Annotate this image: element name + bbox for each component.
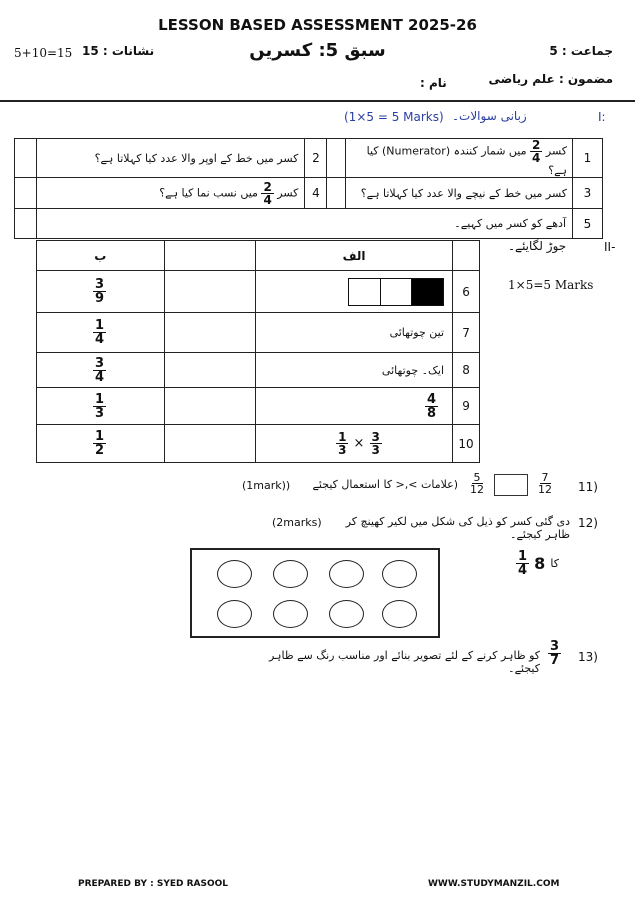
- marks-label: نشانات : 15: [82, 44, 155, 58]
- cell-empty: [15, 178, 37, 209]
- q11-fraction-left: $\frac{5}{12}$: [470, 471, 484, 496]
- question-1-number: 1: [573, 139, 603, 178]
- q11-answer-box[interactable]: [494, 474, 528, 496]
- match-number-7: 7: [453, 313, 480, 353]
- question-12-number: 12): [578, 516, 598, 530]
- question-4-number: 4: [305, 178, 327, 209]
- match-b-10: $\frac{1}{2}$: [37, 425, 165, 463]
- student-name-field[interactable]: نام :: [420, 76, 447, 90]
- match-b-9: $\frac{1}{3}$: [37, 388, 165, 425]
- question-13-number: 13): [578, 650, 598, 664]
- q12-oval[interactable]: [382, 560, 417, 588]
- cell-empty: [327, 178, 346, 209]
- q13-fraction: $\frac{3}{7}$: [550, 639, 560, 668]
- column-alif-header: الف: [256, 241, 453, 271]
- question-1-text: [346, 139, 573, 178]
- question-4-text: [36, 178, 304, 209]
- match-number-8: 8: [453, 353, 480, 388]
- match-b-6: $\frac{3}{9}$: [37, 271, 165, 313]
- question-12-text: دی گئی کسر کو ذیل کی شکل میں لکیر کھینچ کر ظاہر کیجئے۔: [345, 515, 570, 541]
- q12-oval[interactable]: [273, 560, 308, 588]
- question-1-pre: کسر: [545, 144, 567, 158]
- q12-ka: کا: [550, 557, 559, 570]
- question-4-pre: کسر: [277, 186, 299, 199]
- q12-oval[interactable]: [217, 560, 252, 588]
- question-4-post: میں نسب نما کیا ہے؟: [159, 186, 258, 199]
- footer-prepared-by: PREPARED BY : SYED RASOOL: [78, 879, 229, 889]
- section2-marks: 1×5=5 Marks: [508, 278, 594, 292]
- cell-empty: [164, 271, 255, 313]
- cell-empty: [164, 241, 255, 271]
- section1-marks: (1×5 = 5 Marks): [344, 110, 444, 124]
- q12-oval[interactable]: [382, 600, 417, 628]
- match-table: [36, 240, 480, 463]
- cell-empty: [15, 139, 37, 178]
- section2-roman: II-: [604, 240, 616, 254]
- question-11-number: 11): [578, 480, 598, 494]
- section2-heading: جوڑ لگایئے۔: [508, 239, 567, 253]
- cell-empty: [327, 139, 346, 178]
- marks-breakdown: 5+10=15: [14, 46, 73, 60]
- bar-segment-empty: [349, 279, 381, 305]
- section1-roman: I:: [598, 110, 606, 124]
- header-rule: [0, 100, 635, 102]
- q11-instruction: (علامات >,< کا استعمال کیجئے: [312, 478, 458, 491]
- q12-whole: 8: [534, 554, 546, 573]
- section1-heading: زبانی سوالات۔: [452, 109, 527, 123]
- question-2-text: کسر میں خط کے اوپر والا عدد کیا کہلاتا ہے؟: [36, 139, 304, 178]
- cell-empty: [164, 353, 255, 388]
- q12-oval[interactable]: [329, 560, 364, 588]
- question-5-number: 5: [573, 209, 603, 239]
- question-12-marks: (2marks): [272, 516, 322, 529]
- lesson-title: سبق 5: کسریں: [249, 40, 386, 61]
- question-3-number: 3: [573, 178, 603, 209]
- times-sign: ×: [353, 436, 365, 451]
- cell-empty: [164, 388, 255, 425]
- q12-oval[interactable]: [329, 600, 364, 628]
- class-label: جماعت : 5: [549, 44, 613, 58]
- match-alif-9: $\frac{4}{8}$: [256, 388, 453, 425]
- match-number-6: 6: [453, 271, 480, 313]
- match-alif-10: $\frac{1}{3}$ × $\frac{3}{3}$: [256, 425, 453, 463]
- match-alif-8: ایک۔ چوتھائی: [256, 353, 453, 388]
- q12-expression: $\frac{1}{4}$ کا 8: [518, 549, 559, 578]
- bar-segment-empty: [381, 279, 413, 305]
- q12-oval[interactable]: [217, 600, 252, 628]
- q12-shape-box: [190, 548, 440, 638]
- match-b-7: $\frac{1}{4}$: [37, 313, 165, 353]
- match-number-9: 9: [453, 388, 480, 425]
- question-3-text: کسر میں خط کے نیچے والا عدد کیا کہلاتا ہے؟: [346, 178, 573, 209]
- cell-empty: [164, 425, 255, 463]
- assessment-title: LESSON BASED ASSESSMENT 2025-26: [158, 16, 477, 34]
- fraction-bar-diagram: [348, 278, 444, 306]
- question-1-post: میں شمار کنندہ (Numerator) کیا ہے؟: [366, 144, 567, 177]
- match-alif-7: تین چوتھائی: [256, 313, 453, 353]
- match-alif-6: [256, 271, 453, 313]
- cell-empty: [453, 241, 480, 271]
- question-1-fraction: $\frac{2}{4}$: [532, 138, 541, 165]
- question-13-text: کو ظاہر کرنے کے لئے تصویر بنائے اور مناسب رنگ سے ظاہر کیجئے۔: [268, 649, 540, 675]
- footer-website[interactable]: WWW.STUDYMANZIL.COM: [428, 879, 560, 889]
- question-5-text: آدھے کو کسر میں کہیے۔: [36, 209, 572, 239]
- q12-oval[interactable]: [273, 600, 308, 628]
- q11-fraction-right: $\frac{7}{12}$: [538, 471, 552, 496]
- subject-label: مضمون : علم ریاضی: [488, 72, 613, 86]
- cell-empty: [15, 209, 37, 239]
- question-2-number: 2: [305, 139, 327, 178]
- cell-empty: [164, 313, 255, 353]
- column-b-header: ب: [37, 241, 165, 271]
- match-number-10: 10: [453, 425, 480, 463]
- oral-questions-table: [14, 138, 603, 239]
- bar-segment-filled: [412, 279, 443, 305]
- match-b-8: $\frac{3}{4}$: [37, 353, 165, 388]
- q11-marks: (1mark)): [242, 479, 291, 492]
- question-4-fraction: $\frac{2}{4}$: [263, 179, 272, 207]
